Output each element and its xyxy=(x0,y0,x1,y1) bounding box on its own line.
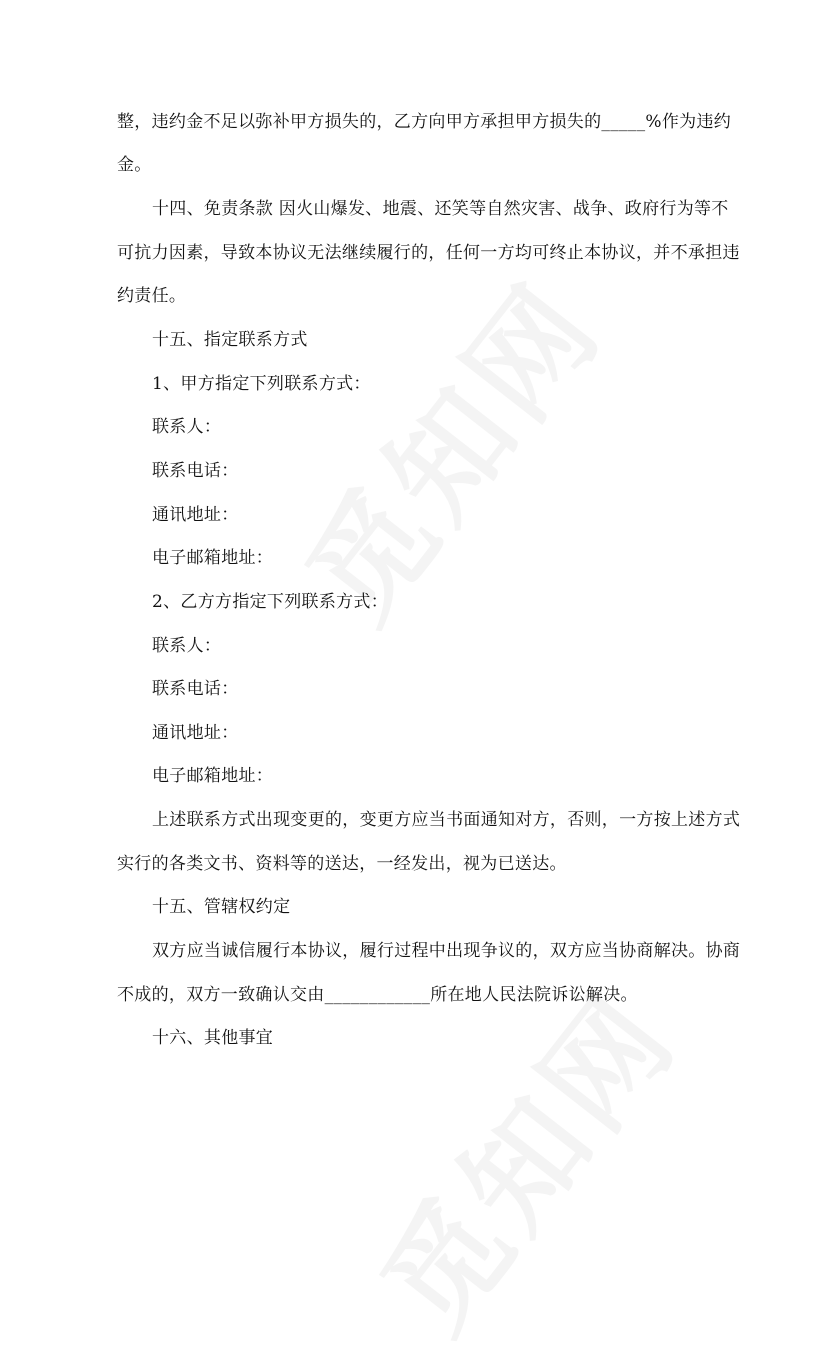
watermark xyxy=(261,242,633,650)
party-a-address: 通讯地址： xyxy=(152,505,239,525)
watermark xyxy=(336,952,708,1360)
party-b-contact-person: 联系人： xyxy=(152,636,222,656)
paragraph-line: 可抗力因素，导致本协议无法继续履行的，任何一方均可终止本协议，并不承担违 xyxy=(117,243,740,263)
party-a-email: 电子邮箱地址： xyxy=(152,548,274,568)
paragraph-line: 不成的，双方一致确认交由____________所在地人民法院诉讼解决。 xyxy=(117,985,638,1005)
section-heading-14: 十四、免责条款 因火山爆发、地震、还笑等自然灾害、战争、政府行为等不 xyxy=(152,199,729,219)
party-a-phone: 联系电话： xyxy=(152,461,239,481)
paragraph-line: 金。 xyxy=(117,155,152,175)
party-b-phone: 联系电话： xyxy=(152,679,239,699)
party-b-contact-heading: 2、乙方方指定下列联系方式： xyxy=(152,592,389,612)
section-heading-15: 十五、指定联系方式 xyxy=(152,330,308,350)
paragraph-line: 约责任。 xyxy=(117,286,187,306)
paragraph-line: 实行的各类文书、资料等的送达，一经发出，视为已送达。 xyxy=(117,854,567,874)
section-heading-16: 十六、其他事宜 xyxy=(152,1028,274,1048)
party-a-contact-heading: 1、甲方指定下列联系方式： xyxy=(152,374,371,394)
party-b-email: 电子邮箱地址： xyxy=(152,766,274,786)
section-heading-jurisdiction: 十五、管辖权约定 xyxy=(152,897,291,917)
paragraph-line: 上述联系方式出现变更的，变更方应当书面通知对方，否则，一方按上述方式 xyxy=(152,810,741,830)
party-b-address: 通讯地址： xyxy=(152,723,239,743)
party-a-contact-person: 联系人： xyxy=(152,417,222,437)
paragraph-line: 双方应当诚信履行本协议，履行过程中出现争议的，双方应当协商解决。协商 xyxy=(152,941,741,961)
paragraph-line: 整，违约金不足以弥补甲方损失的，乙方向甲方承担甲方损失的_____%作为违约 xyxy=(117,112,732,132)
